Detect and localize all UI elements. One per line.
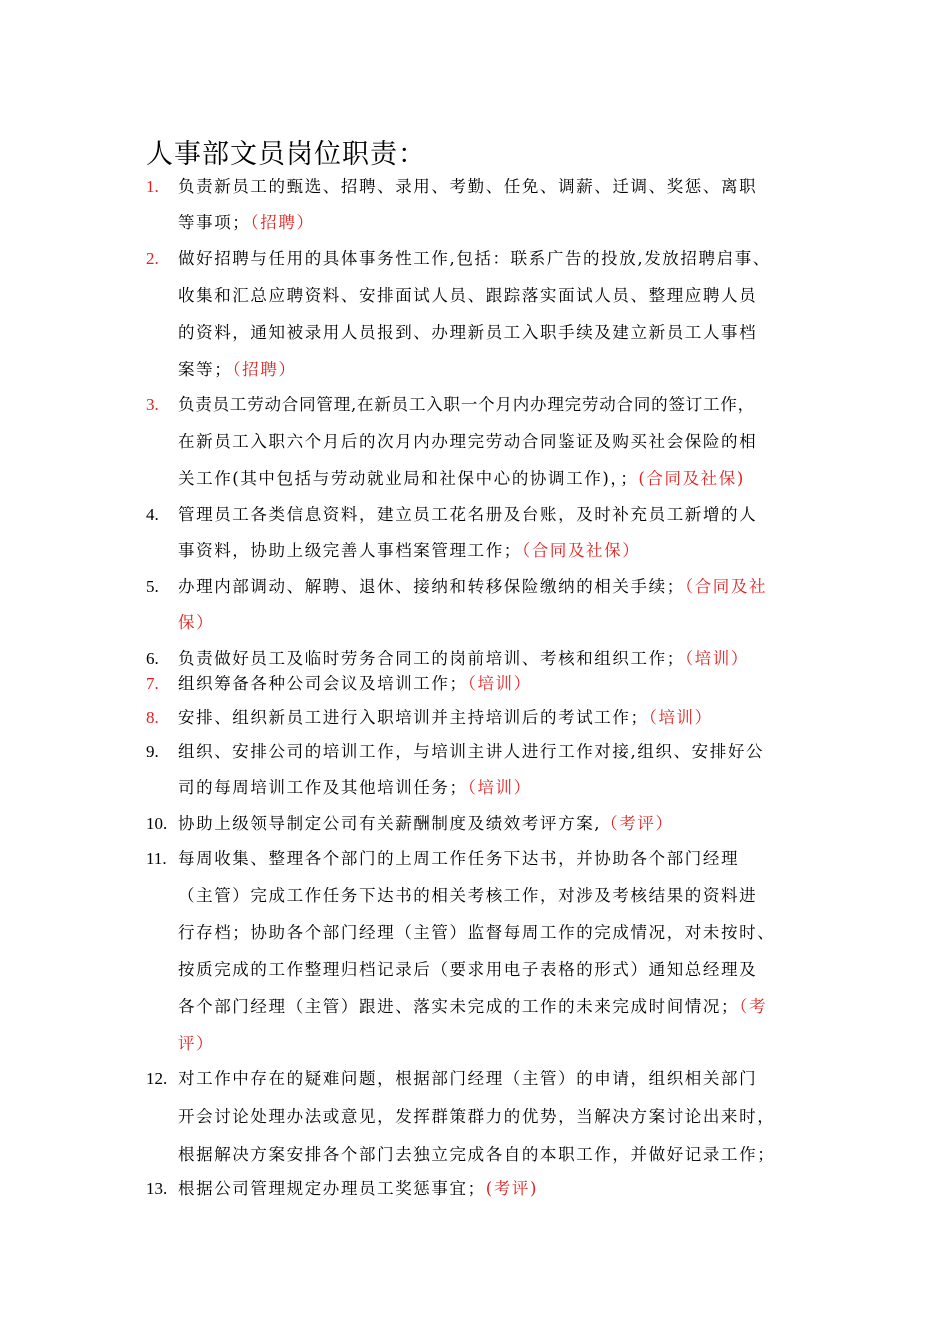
item-text-line bbox=[178, 502, 757, 527]
item-text-line bbox=[178, 210, 315, 235]
category-tag: （考 bbox=[739, 997, 768, 1016]
item-text: （主管）完成工作任务下达书的相关考核工作，对涉及考核结果的资料进 bbox=[178, 886, 758, 905]
item-text: 根据公司管理规定办理员工奖惩事宜； bbox=[178, 1179, 486, 1198]
item-text-line bbox=[178, 671, 532, 696]
item-text: 各个部门经理（主管）跟进、落实未完成的工作的未来完成时间情况； bbox=[178, 997, 740, 1016]
item-text-line bbox=[178, 811, 674, 836]
item-text-line bbox=[178, 883, 757, 908]
item-text: 的资料，通知被录用人员报到、办理新员工入职手续及建立新员工人事档 bbox=[178, 323, 758, 342]
item-text: 每周收集、整理各个部门的上周工作任务下达书，并协助各个部门经理 bbox=[178, 849, 740, 868]
item-text-line bbox=[178, 283, 757, 308]
item-text-line bbox=[178, 739, 764, 764]
category-tag: （合同及社 bbox=[684, 577, 768, 596]
item-text-line bbox=[178, 574, 767, 599]
item-text: 做好招聘与任用的具体事务性工作,包括：联系广告的投放,发放招聘启事、 bbox=[178, 249, 771, 268]
item-text: 收集和汇总应聘资料、安排面试人员、跟踪落实面试人员、整理应聘人员 bbox=[178, 286, 758, 305]
item-number: 11. bbox=[146, 849, 167, 868]
item-text-line bbox=[178, 1176, 538, 1201]
item-number: 12. bbox=[146, 1069, 168, 1088]
item-text: 安排、组织新员工进行入职培训并主持培训后的考试工作； bbox=[178, 708, 649, 727]
item-text: 管理员工各类信息资料，建立员工花名册及台账，及时补充员工新增的人 bbox=[178, 505, 758, 524]
item-text-line bbox=[178, 392, 755, 417]
category-tag: （培训） bbox=[467, 778, 532, 797]
item-number: 13. bbox=[146, 1179, 168, 1198]
category-tag: 保） bbox=[178, 613, 215, 632]
item-number: 3. bbox=[146, 395, 159, 414]
item-text-line bbox=[178, 646, 749, 671]
item-number: 10. bbox=[146, 814, 168, 833]
document-title: 人事部文员岗位职责： bbox=[146, 139, 426, 170]
category-tag: （合同及社保） bbox=[521, 541, 641, 560]
item-text: 事资料，协助上级完善人事档案管理工作； bbox=[178, 541, 522, 560]
item-number: 9. bbox=[146, 742, 159, 761]
item-text-line bbox=[178, 1066, 757, 1091]
item-number: 7. bbox=[146, 674, 159, 693]
item-text-line bbox=[178, 1031, 214, 1056]
category-tag: （考评） bbox=[601, 814, 674, 833]
item-text: 办理内部调动、解聘、退休、接纳和转移保险缴纳的相关手续； bbox=[178, 577, 685, 596]
item-text-line bbox=[178, 957, 757, 982]
item-number: 4. bbox=[146, 505, 159, 524]
item-text-line bbox=[178, 1104, 775, 1129]
item-text-line bbox=[178, 357, 296, 382]
item-number: 2. bbox=[146, 249, 159, 268]
item-text: 按质完成的工作整理归档记录后（要求用电子表格的形式）通知总经理及 bbox=[178, 960, 758, 979]
category-tag: (合同及社保) bbox=[638, 469, 745, 488]
item-text-line bbox=[178, 846, 739, 871]
item-text: 负责员工劳动合同管理,在新员工入职一个月内办理完劳动合同的签订工作， bbox=[178, 395, 755, 414]
item-text: 关工作(其中包括与劳动就业局和社保中心的协调工作)，； bbox=[178, 469, 639, 488]
item-number: 6. bbox=[146, 649, 159, 668]
category-tag: （培训） bbox=[467, 674, 532, 693]
item-text-line bbox=[178, 429, 757, 454]
item-text-line bbox=[178, 1142, 775, 1167]
item-text-line bbox=[178, 466, 745, 491]
category-tag: 评） bbox=[178, 1034, 215, 1053]
item-text: 根据解决方案安排各个部门去独立完成各自的本职工作，并做好记录工作； bbox=[178, 1145, 776, 1164]
item-text-line bbox=[178, 174, 757, 199]
item-text-line bbox=[178, 610, 214, 635]
item-text: 行存档；协助各个部门经理（主管）监督每周工作的完成情况，对未按时、 bbox=[178, 923, 776, 942]
item-text-line bbox=[178, 775, 532, 800]
item-text-line bbox=[178, 246, 771, 271]
item-text: 组织筹备各种公司会议及培训工作； bbox=[178, 674, 468, 693]
item-text: 案等； bbox=[178, 360, 233, 379]
item-text-line bbox=[178, 705, 713, 730]
item-text: 负责新员工的甄选、招聘、录用、考勤、任免、调薪、迁调、奖惩、离职 bbox=[178, 177, 758, 196]
category-tag: （培训） bbox=[648, 708, 713, 727]
category-tag: （招聘） bbox=[250, 213, 315, 232]
item-text-line bbox=[178, 994, 767, 1019]
item-text: 开会讨论处理办法或意见，发挥群策群力的优势，当解决方案讨论出来时， bbox=[178, 1107, 776, 1126]
item-text: 在新员工入职六个月后的次月内办理完劳动合同鉴证及购买社会保险的相 bbox=[178, 432, 758, 451]
item-text: 等事项； bbox=[178, 213, 251, 232]
item-text: 协助上级领导制定公司有关薪酬制度及绩效考评方案, bbox=[178, 814, 602, 833]
item-text: 司的每周培训工作及其他培训任务； bbox=[178, 778, 468, 797]
item-number: 8. bbox=[146, 708, 159, 727]
item-text-line bbox=[178, 320, 757, 345]
category-tag: （培训） bbox=[684, 649, 749, 668]
item-text: 组织、安排公司的培训工作，与培训主讲人进行工作对接,组织、安排好公 bbox=[178, 742, 765, 761]
item-number: 1. bbox=[146, 177, 159, 196]
item-text-line bbox=[178, 538, 640, 563]
item-number: 5. bbox=[146, 577, 159, 596]
item-text: 对工作中存在的疑难问题，根据部门经理（主管）的申请，组织相关部门 bbox=[178, 1069, 758, 1088]
item-text-line bbox=[178, 920, 775, 945]
item-text: 负责做好员工及临时劳务合同工的岗前培训、考核和组织工作； bbox=[178, 649, 685, 668]
category-tag: (考评) bbox=[485, 1179, 538, 1198]
category-tag: （招聘） bbox=[232, 360, 297, 379]
